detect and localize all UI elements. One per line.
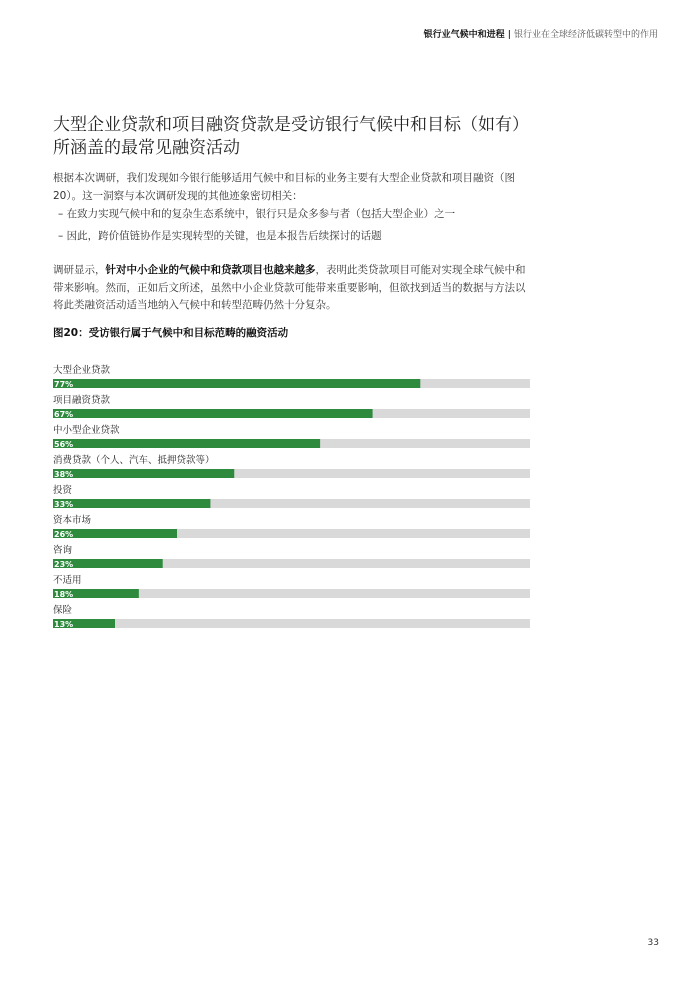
bar-value-label: 38% <box>54 470 74 479</box>
bar-row <box>53 484 530 509</box>
category-label: 中小型企业贷款 <box>53 425 120 436</box>
bar-value-label: 26% <box>54 530 74 539</box>
bar <box>53 499 210 508</box>
section-title: 大型企业贷款和项目融资贷款是受访银行气候中和目标（如有）所涵盖的最常见融资活动 <box>53 115 529 158</box>
bar <box>53 439 320 448</box>
bar-row <box>53 454 530 479</box>
running-header <box>424 27 658 40</box>
findings-text-end: ，表明此类贷款项目可能对实现全球气候中和带来影响。然而，正如后文所述，虽然中小企业贷款可能带来重要影响，但欲找到适当的数据与方法以将此类融资活动适当地纳入气候中和转型范畴仍然十分复杂。 <box>53 264 526 311</box>
findings-emphasis: 针对中小企业的气候中和贷款项目也越来越多 <box>105 264 316 276</box>
category-label: 咨询 <box>53 545 73 556</box>
header-section: 银行业气候中和进程 <box>423 30 505 40</box>
category-label: 消费贷款（个人、汽车、抵押贷款等） <box>53 455 215 466</box>
bullet-item-2: – 因此，跨价值链协作是实现转型的关键，也是本报告后续探讨的话题 <box>58 230 382 242</box>
financing-activities-bar-chart <box>53 360 533 630</box>
bar-row <box>53 364 530 389</box>
findings-paragraph <box>53 262 533 315</box>
page-number: 33 <box>647 938 659 948</box>
category-label: 大型企业贷款 <box>53 365 111 376</box>
bar-value-label: 18% <box>54 590 74 599</box>
bar-row <box>53 604 530 629</box>
category-label: 资本市场 <box>53 515 92 526</box>
bar-row <box>53 514 530 539</box>
bar-value-label: 33% <box>54 500 74 509</box>
bar-row <box>53 424 530 449</box>
bar-row <box>53 544 530 569</box>
header-separator: | <box>507 30 511 40</box>
category-label: 保险 <box>53 605 73 616</box>
intro-paragraph: 根据本次调研，我们发现如今银行能够适用气候中和目标的业务主要有大型企业贷款和项目融资（图20）。这一洞察与本次调研发现的其他迹象密切相关： <box>53 172 515 202</box>
findings-text-start: 调研显示， <box>53 264 106 276</box>
figure-title: 图20：受访银行属于气候中和目标范畴的融资活动 <box>53 327 289 339</box>
bar-row <box>53 394 530 419</box>
bullet-item-1: – 在致力实现气候中和的复杂生态系统中，银行只是众多参与者（包括大型企业）之一 <box>58 208 456 220</box>
bar <box>53 379 420 388</box>
category-label: 不适用 <box>53 575 82 586</box>
bar-value-label: 77% <box>54 380 74 389</box>
bar <box>53 469 234 478</box>
category-label: 项目融资贷款 <box>53 395 111 406</box>
bar <box>53 409 373 418</box>
bar-value-label: 23% <box>54 560 74 569</box>
bar-value-label: 13% <box>54 620 74 629</box>
header-subtitle: 银行业在全球经济低碳转型中的作用 <box>513 30 658 40</box>
bar-value-label: 67% <box>54 410 74 419</box>
bar-row <box>53 574 530 599</box>
category-label: 投资 <box>53 485 73 496</box>
bar-track <box>53 619 530 628</box>
bar-value-label: 56% <box>54 440 74 449</box>
